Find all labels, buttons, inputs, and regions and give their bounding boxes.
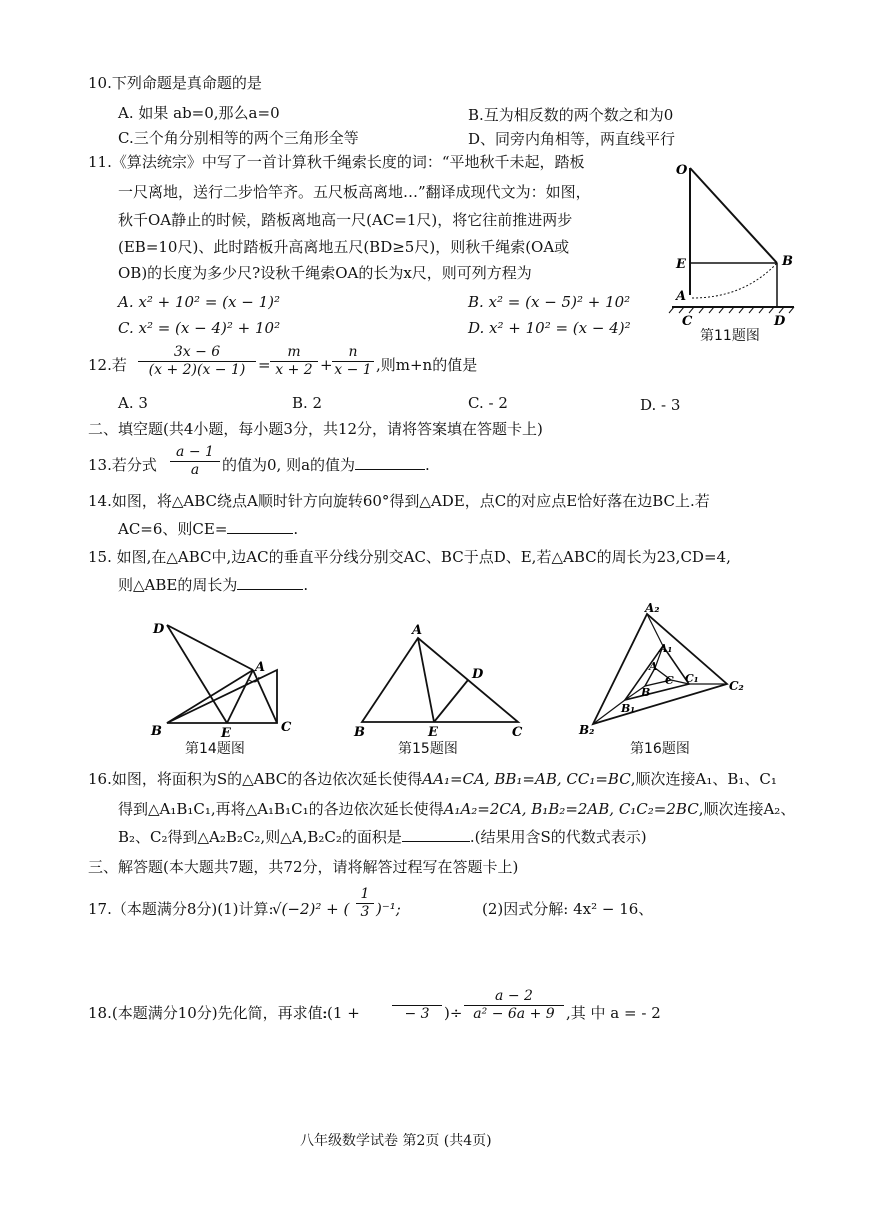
q12-frac3-num: n bbox=[348, 344, 358, 360]
q14-end: . bbox=[293, 520, 299, 538]
q12-frac2-num: m bbox=[287, 344, 301, 360]
q11-line-3: 秋千OA静止的时候，踏板离地高一尺(AC=1尺)，将它往前推进两步 bbox=[118, 211, 573, 229]
section-3-heading: 三、解答题(本大题共7题，共72分，请将解答过程写在答题卡上) bbox=[88, 858, 519, 876]
figure-14 bbox=[145, 615, 305, 740]
label-d: D bbox=[153, 622, 165, 637]
figure-11 bbox=[664, 150, 799, 350]
q16-line-1 bbox=[88, 768, 777, 790]
q10-option-b: B.互为相反数的两个数之和为0 bbox=[468, 106, 674, 124]
q17-expr-2: )⁻¹; bbox=[376, 900, 401, 918]
q14-line-2 bbox=[118, 518, 298, 540]
q13-prefix: 13.若分式 bbox=[88, 456, 157, 474]
label-c: C bbox=[281, 720, 292, 735]
q12-fraction-1 bbox=[138, 344, 256, 379]
q11-option-d: D. x² + 10² = (x − 4)² bbox=[468, 319, 631, 337]
label-c2: C₂ bbox=[729, 679, 744, 693]
q12-frac2-den: x + 2 bbox=[270, 361, 318, 379]
q11-option-b: B. x² = (x − 5)² + 10² bbox=[468, 293, 631, 311]
swing-arc bbox=[692, 263, 777, 298]
q18-frac1-num bbox=[392, 988, 442, 1005]
triangle-abc bbox=[362, 638, 518, 722]
label-b: B bbox=[782, 254, 793, 269]
rope-ob bbox=[690, 168, 777, 263]
q11-line-5: OB)的长度为多少尺?设秋千绳索OA的长为x尺，则可列方程为 bbox=[118, 264, 532, 282]
label-e: E bbox=[428, 725, 438, 740]
q17-prefix: 17.（本题满分8分)(1)计算: bbox=[88, 900, 274, 918]
label-b: B bbox=[641, 686, 651, 699]
label-a1: A₁ bbox=[659, 642, 673, 655]
segment-ae bbox=[418, 638, 434, 722]
label-e: E bbox=[676, 257, 686, 272]
label-a: A bbox=[255, 660, 266, 675]
q15-line-2-text: 则△ABE的周长为 bbox=[118, 576, 238, 594]
q18-prefix: 18.(本题满分10分)先化简，再求值: bbox=[88, 1004, 328, 1022]
q12-equals: = bbox=[258, 356, 271, 374]
label-b1: B₁ bbox=[621, 702, 636, 715]
q18-fraction-1 bbox=[392, 988, 442, 1023]
q11-line-2: 一尺离地，送行二步恰竿齐。五尺板高离地…”翻译成现代文为：如图， bbox=[118, 183, 591, 201]
q15-line-2 bbox=[118, 574, 308, 596]
q12-frac3-den: x − 1 bbox=[332, 361, 374, 379]
triangle-a1b1c1 bbox=[625, 646, 689, 700]
q18-suffix: ,其 中 a = - 2 bbox=[566, 1004, 661, 1022]
q16-line-3-end: .(结果用含S的代数式表示) bbox=[469, 828, 647, 846]
figure-11-caption: 第11题图 bbox=[700, 328, 760, 344]
label-e: E bbox=[221, 726, 231, 740]
segment-ac bbox=[253, 670, 277, 723]
label-c: C bbox=[682, 314, 693, 329]
label-b: B bbox=[354, 725, 365, 740]
page-footer: 八年级数学试卷 第2页 (共4页) bbox=[300, 1133, 492, 1149]
q13-num: a − 1 bbox=[176, 444, 214, 460]
q12-frac1-den: (x + 2)(x − 1) bbox=[138, 361, 256, 379]
figure-15 bbox=[350, 618, 530, 740]
q17-frac-den: 3 bbox=[356, 903, 374, 921]
label-a2: A₂ bbox=[645, 601, 660, 615]
q17-expr-1: √(−2)² + ( bbox=[272, 900, 350, 918]
triangle-a2b2c2 bbox=[593, 614, 727, 724]
q15-answer-blank bbox=[237, 589, 303, 590]
q13-den: a bbox=[170, 461, 220, 479]
q17-part-2: (2)因式分解: 4x² − 16、 bbox=[482, 900, 654, 918]
q14-line-2-text: AC=6、则CE= bbox=[118, 520, 228, 538]
label-a: A bbox=[676, 289, 687, 304]
q11-option-a: A. x² + 10² = (x − 1)² bbox=[118, 293, 280, 311]
q13-suffix bbox=[222, 454, 430, 476]
q13-end: . bbox=[425, 456, 430, 474]
figure-14-caption: 第14题图 bbox=[185, 741, 245, 757]
label-a: A bbox=[412, 623, 423, 638]
label-a: A bbox=[649, 660, 658, 673]
q16-line-3 bbox=[118, 826, 647, 848]
q16-line-2 bbox=[118, 798, 795, 820]
q18-frac2-den: a² − 6a + 9 bbox=[464, 1005, 564, 1023]
label-c: C bbox=[665, 674, 674, 687]
q12-fraction-2 bbox=[270, 344, 318, 379]
q16-line-1-text: 16.如图，将面积为S的△ABC的各边依次延长使得 bbox=[88, 770, 423, 788]
figure-16 bbox=[575, 600, 755, 740]
q15-end: . bbox=[303, 576, 309, 594]
q11-option-c: C. x² = (x − 4)² + 10² bbox=[118, 319, 281, 337]
q16-line-2-formula: A₁A₂=2CA, B₁B₂=2AB, C₁C₂=2BC bbox=[443, 800, 699, 818]
label-o: O bbox=[676, 163, 688, 178]
section-2-heading: 二、填空题(共4小题，每小题3分，共12分，请将答案填在答题卡上) bbox=[88, 420, 543, 438]
q14-answer-blank bbox=[227, 533, 293, 534]
q10-option-d: D、同旁内角相等，两直线平行 bbox=[468, 130, 676, 148]
q15-line-1: 15. 如图,在△ABC中,边AC的垂直平分线分别交AC、BC于点D、E,若△ABC的周长为23,CD=4, bbox=[88, 548, 731, 566]
q18-open: :(1 + bbox=[322, 1004, 360, 1022]
q12-option-b: B. 2 bbox=[292, 394, 323, 412]
label-b: B bbox=[151, 724, 162, 739]
q10-option-c: C.三个角分别相等的两个三角形全等 bbox=[118, 129, 359, 147]
q18-frac1-den: − 3 bbox=[392, 1005, 442, 1023]
q13-fraction bbox=[170, 444, 220, 479]
q10-stem: 10.下列命题是真命题的是 bbox=[88, 74, 262, 92]
q16-answer-blank bbox=[402, 841, 470, 842]
q12-frac1-num: 3x − 6 bbox=[173, 344, 221, 360]
q13-suffix-text: 的值为0, 则a的值为 bbox=[222, 456, 356, 474]
q12-option-c: C. - 2 bbox=[468, 394, 508, 412]
perpendicular-de bbox=[434, 680, 468, 722]
q18-mid: )÷ bbox=[444, 1004, 463, 1022]
q17-frac-num: 1 bbox=[360, 886, 370, 902]
q12-option-d: D. - 3 bbox=[640, 396, 681, 414]
label-d: D bbox=[774, 314, 786, 329]
q16-line-1-formula: AA₁=CA, BB₁=AB, CC₁=BC bbox=[422, 770, 631, 788]
q17-fraction bbox=[356, 886, 374, 921]
q12-suffix: ,则m+n的值是 bbox=[376, 356, 478, 374]
q14-line-1: 14.如图，将△ABC绕点A顺时针方向旋转60°得到△ADE，点C的对应点E恰好落在边BC上.若 bbox=[88, 492, 710, 510]
label-c1: C₁ bbox=[685, 672, 699, 685]
label-c: C bbox=[512, 725, 523, 740]
q16-line-1-end: ,顺次连接A₁、B₁、C₁ bbox=[630, 770, 777, 788]
label-b2: B₂ bbox=[579, 723, 595, 737]
q12-fraction-3 bbox=[332, 344, 374, 379]
q12-option-a: A. 3 bbox=[118, 394, 148, 412]
q16-line-2-end: ,顺次连接A₂、 bbox=[698, 800, 796, 818]
figure-15-caption: 第15题图 bbox=[398, 741, 458, 757]
q11-line-1: 11.《算法统宗》中写了一首计算秋千绳索长度的词：“平地秋千未起，踏板 bbox=[88, 153, 585, 171]
q13-answer-blank bbox=[355, 469, 425, 470]
q18-frac2-num: a − 2 bbox=[495, 988, 533, 1004]
q12-prefix: 12.若 bbox=[88, 356, 127, 374]
q18-fraction-2 bbox=[464, 988, 564, 1023]
q11-line-4: (EB=10尺)、此时踏板升高离地五尺(BD≥5尺)，则秋千绳索(OA或 bbox=[118, 238, 570, 256]
figure-16-caption: 第16题图 bbox=[630, 741, 690, 757]
q10-option-a: A. 如果 ab=0,那么a=0 bbox=[118, 104, 280, 122]
label-d: D bbox=[472, 667, 484, 682]
q12-plus: + bbox=[320, 356, 333, 374]
q16-line-2-text: 得到△A₁B₁C₁,再将△A₁B₁C₁的各边依次延长使得 bbox=[118, 800, 444, 818]
q16-line-3-text: B₂、C₂得到△A₂B₂C₂,则△A,B₂C₂的面积是 bbox=[118, 828, 402, 846]
